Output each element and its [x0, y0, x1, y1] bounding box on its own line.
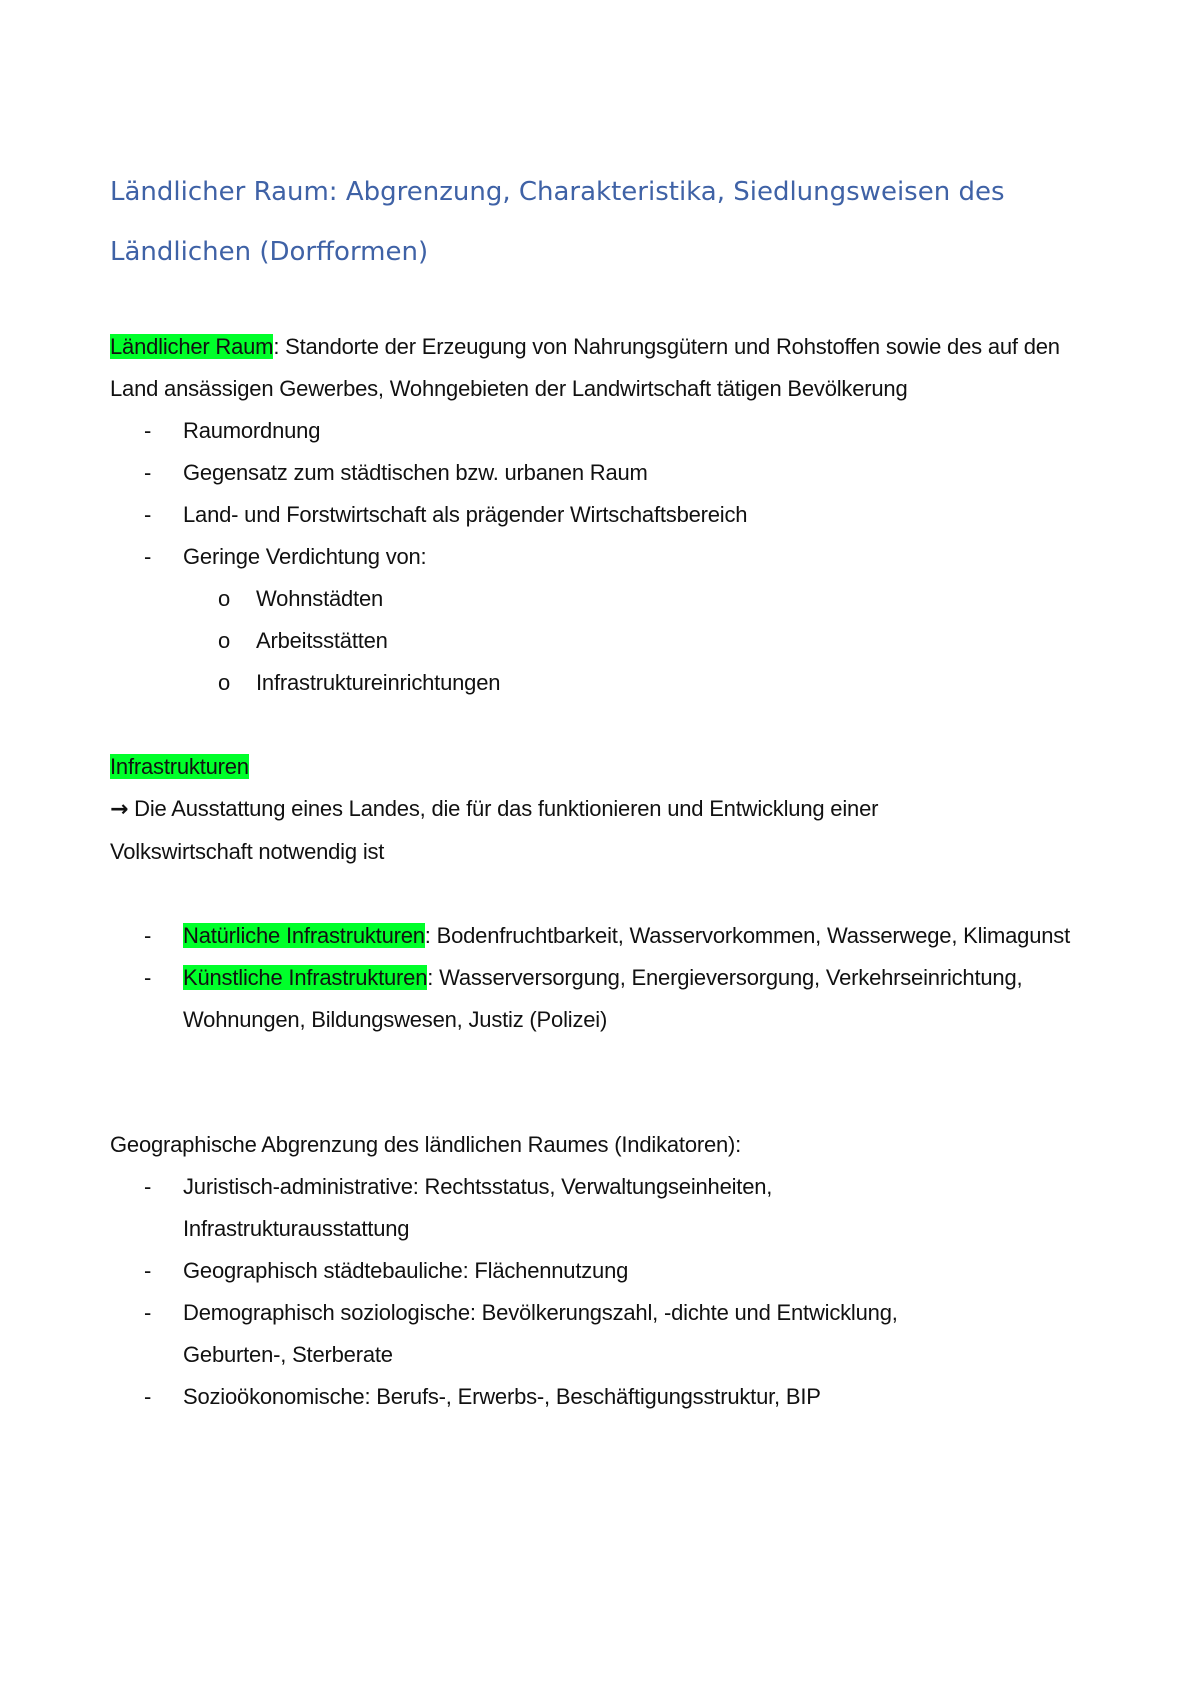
dash-bullet: -	[144, 544, 152, 569]
density-sublist	[110, 578, 1110, 704]
list-item-text: Sozioökonomische: Berufs-, Erwerbs-, Beschäftigungsstruktur, BIP	[183, 1384, 821, 1409]
list-item-text: Geographisch städtebauliche: Flächennutzung	[183, 1258, 629, 1283]
list-item-text: Demographisch soziologische: Bevölkerungszahl, -dichte und Entwicklung, Geburten-, Sterberate	[183, 1300, 898, 1367]
list-item-text: Raumordnung	[183, 418, 321, 443]
list-item-text: : Bodenfruchtbarkeit, Wasservorkommen, Wasserwege, Klimagunst	[424, 923, 1070, 948]
list-item	[110, 1292, 990, 1376]
indicators-list	[110, 1166, 990, 1418]
dash-bullet: -	[144, 965, 152, 990]
definition-text: : Standorte der Erzeugung von Nahrungsgütern und Rohstoffen sowie des auf den Land ansässigen Gewerbes, Wohngebieten der Landwirtschaft tätigen Bevölkerung	[110, 334, 1060, 401]
list-item-text: Land- und Forstwirtschaft als prägender Wirtschaftsbereich	[183, 502, 748, 527]
dash-bullet: -	[144, 418, 152, 443]
sublist-item	[110, 620, 1110, 662]
dash-bullet: -	[144, 460, 152, 485]
title-line-2: Ländlichen (Dorfformen)	[110, 237, 429, 267]
arrow-icon: →	[110, 797, 129, 822]
infrastructure-description-text: Die Ausstattung eines Landes, die für das funktionieren und Entwicklung einer Volkswirtschaft notwendig ist	[110, 796, 879, 864]
circle-bullet: o	[218, 586, 231, 611]
circle-bullet: o	[218, 628, 231, 653]
list-item	[110, 1166, 990, 1250]
infrastructure-types-list	[110, 915, 1100, 1041]
sublist-item	[110, 662, 1110, 704]
dash-bullet: -	[144, 1258, 152, 1283]
sublist-item-text: Wohnstädten	[256, 586, 384, 611]
characteristics-list	[110, 410, 1110, 578]
term-kuenstliche-infrastrukturen: Künstliche Infrastrukturen	[183, 965, 428, 990]
dash-bullet: -	[144, 923, 152, 948]
section-geographische-abgrenzung	[110, 1124, 1110, 1418]
list-item	[110, 452, 1110, 494]
circle-bullet: o	[218, 670, 231, 695]
dash-bullet: -	[144, 502, 152, 527]
sublist-item-text: Arbeitsstätten	[256, 628, 388, 653]
dash-bullet: -	[144, 1384, 152, 1409]
list-item	[110, 957, 1100, 1041]
list-item-text: : Wasserversorgung, Energieversorgung, Verkehrseinrichtung, Wohnungen, Bildungswesen, Justiz (Polizei)	[183, 965, 1023, 1032]
list-item	[110, 915, 1100, 957]
dash-bullet: -	[144, 1300, 152, 1325]
dash-bullet: -	[144, 1174, 152, 1199]
list-item	[110, 536, 1110, 578]
term-natuerliche-infrastrukturen: Natürliche Infrastrukturen	[183, 923, 425, 948]
infrastructure-description	[110, 788, 1010, 873]
indicators-heading: Geographische Abgrenzung des ländlichen Raumes (Indikatoren):	[110, 1132, 742, 1157]
document-title	[110, 162, 1110, 282]
spacer	[110, 873, 1110, 915]
list-item	[110, 1376, 990, 1418]
list-item-text: Gegensatz zum städtischen bzw. urbanen Raum	[183, 460, 648, 485]
sublist-item-text: Infrastruktureinrichtungen	[256, 670, 501, 695]
term-laendlicher-raum: Ländlicher Raum	[110, 334, 274, 359]
list-item	[110, 1250, 990, 1292]
definition-paragraph	[110, 326, 1110, 410]
infrastructure-heading: Infrastrukturen	[110, 754, 249, 779]
section-infrastrukturen	[110, 746, 1110, 1041]
title-line-1: Ländlicher Raum: Abgrenzung, Charakteristika, Siedlungsweisen des	[110, 177, 1005, 207]
sublist-item	[110, 578, 1110, 620]
list-item-text: Juristisch-administrative: Rechtsstatus, Verwaltungseinheiten, Infrastrukturausstattung	[183, 1174, 773, 1241]
list-item	[110, 410, 1110, 452]
section-laendlicher-raum	[110, 326, 1110, 704]
list-item-text: Geringe Verdichtung von:	[183, 544, 427, 569]
list-item	[110, 494, 1110, 536]
infrastructure-heading-line	[110, 746, 1110, 788]
